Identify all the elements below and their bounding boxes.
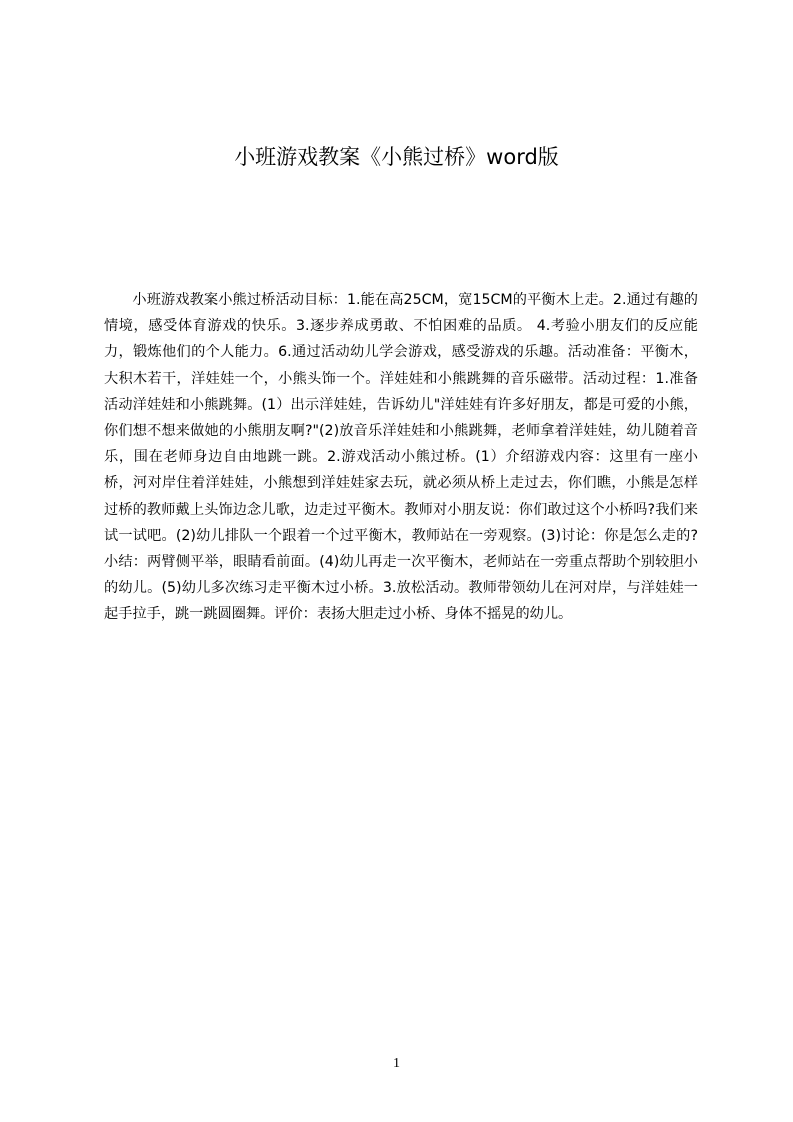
document-title: 小班游戏教案《小熊过桥》word版	[234, 145, 559, 169]
document-body-paragraph: 小班游戏教案小熊过桥活动目标：1.能在高25CM，宽15CM的平衡木上走。2.通过有趣的情境，感受体育游戏的快乐。3.逐步养成勇敢、不怕困难的品质。 4.考验小朋友们的反应能力，锻炼他们的个人能力。6.通过活动幼儿学会游戏，感受游戏的乐趣。活动准备：平衡木，大积木若干，洋娃娃一个，小熊头饰一个。洋娃娃和小熊跳舞的音乐磁带。活动过程：1.准备活动洋娃娃和小熊跳舞。(1）出示洋娃娃，告诉幼儿"洋娃娃有许多好朋友，都是可爱的小熊，你们想不想来做她的小熊朋友啊?"(2)放音乐洋娃娃和小熊跳舞，老师拿着洋娃娃，幼儿随着音乐，围在老师身边自由地跳一跳。2.游戏活动小熊过桥。(1）介绍游戏内容：这里有一座小桥，河对岸住着洋娃娃，小熊想到洋娃娃家去玩，就必须从桥上走过去，你们瞧，小熊是怎样过桥的教师戴上头饰边念儿歌，边走过平衡木。教师对小朋友说：你们敢过这个小桥吗?我们来试一试吧。(2)幼儿排队一个跟着一个过平衡木，教师站在一旁观察。(3)讨论：你是怎么走的?小结：两臂侧平举，眼睛看前面。(4)幼儿再走一次平衡木，老师站在一旁重点帮助个别较胆小的幼儿。(5)幼儿多次练习走平衡木过小桥。3.放松活动。教师带领幼儿在河对岸，与洋娃娃一起手拉手，跳一跳圆圈舞。评价：表扬大胆走过小桥、身体不摇晃的幼儿。	[104, 292, 698, 623]
page-number: 1	[393, 1056, 400, 1071]
